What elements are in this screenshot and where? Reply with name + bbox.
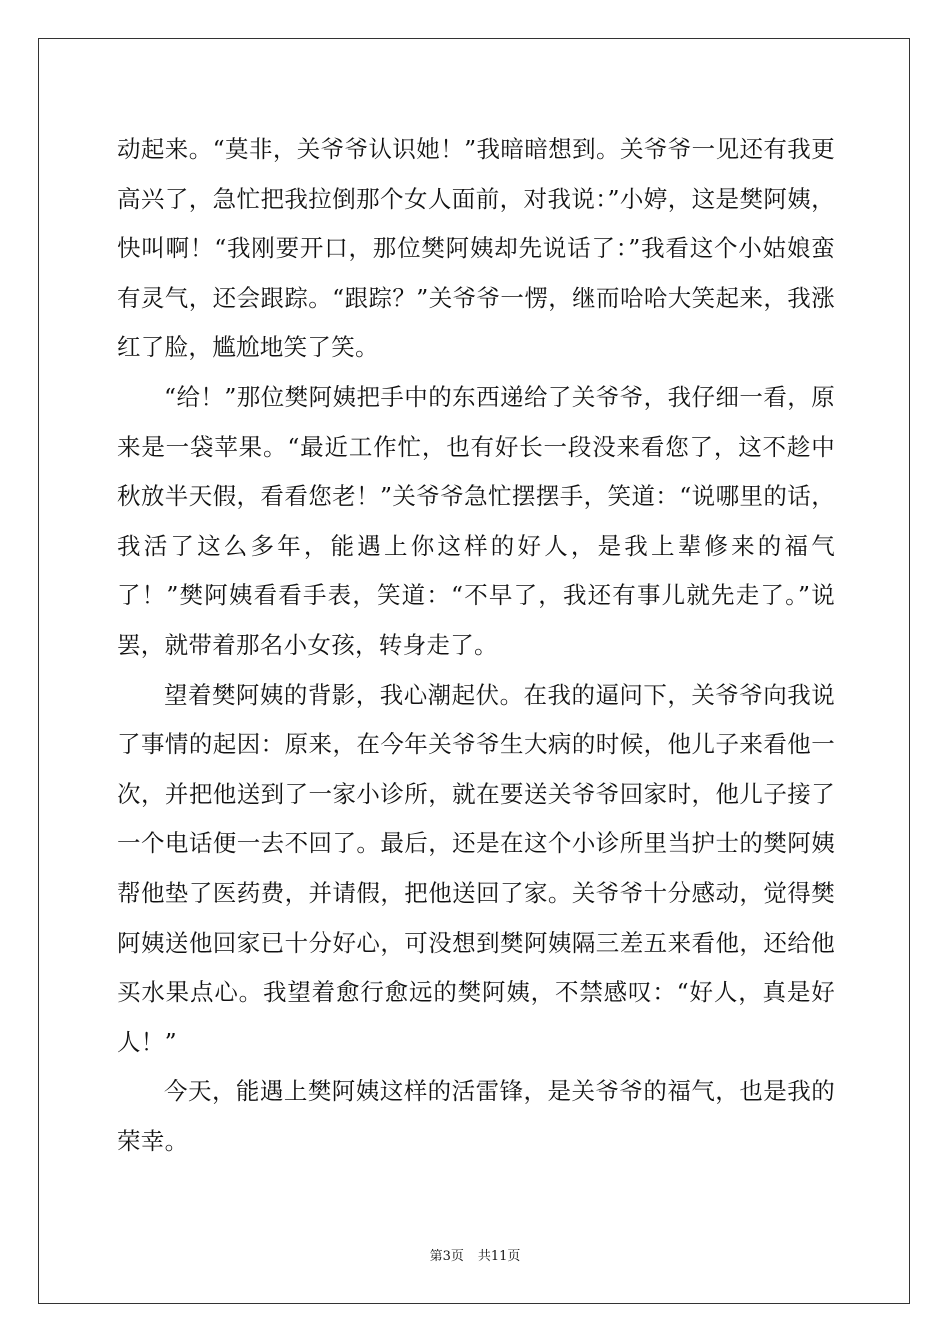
paragraph-4: 今天，能遇上樊阿姨这样的活雷锋，是关爷爷的福气，也是我的荣幸。 bbox=[117, 1077, 835, 1155]
paragraph-1: 动起来。“莫非，关爷爷认识她！”我暗暗想到。关爷爷一见还有我更高兴了，急忙把我拉倒那个女人面前，对我说：”小婷，这是樊阿姨，快叫啊！“我刚要开口，那位樊阿姨却先说话了：”我看这个小姑娘蛮有灵气，还会跟踪。“跟踪？”关爷爷一愣，继而哈哈大笑起来，我涨红了脸，尴尬地笑了笑。 bbox=[117, 135, 835, 362]
page-number-total: 共11页 bbox=[477, 1249, 521, 1264]
document-body bbox=[117, 125, 835, 1166]
page-footer bbox=[0, 1249, 950, 1265]
paragraph-3: 望着樊阿姨的背影，我心潮起伏。在我的逼问下，关爷爷向我说了事情的起因：原来，在今年关爷爷生大病的时候，他儿子来看他一次，并把他送到了一家小诊所，就在要送关爷爷回家时，他儿子接了一个电话便一去不回了。最后，还是在这个小诊所里当护士的樊阿姨帮他垫了医药费，并请假，把他送回了家。关爷爷十分感动，觉得樊阿姨送他回家已十分好心，可没想到樊阿姨隔三差五来看他，还给他买水果点心。我望着愈行愈远的樊阿姨，不禁感叹：“好人，真是好人！” bbox=[117, 680, 835, 1056]
paragraph-2: “给！”那位樊阿姨把手中的东西递给了关爷爷，我仔细一看，原来是一袋苹果。“最近工作忙，也有好长一段没来看您了，这不趁中秋放半天假，看看您老！”关爷爷急忙摆摆手，笑道：“说哪里的话，我活了这么多年，能遇上你这样的好人，是我上辈修来的福气了！”樊阿姨看看手表，笑道：“不早了，我还有事儿就先走了。”说罢，就带着那名小女孩，转身走了。 bbox=[117, 382, 835, 659]
page-number-current: 第3页 bbox=[429, 1249, 464, 1264]
